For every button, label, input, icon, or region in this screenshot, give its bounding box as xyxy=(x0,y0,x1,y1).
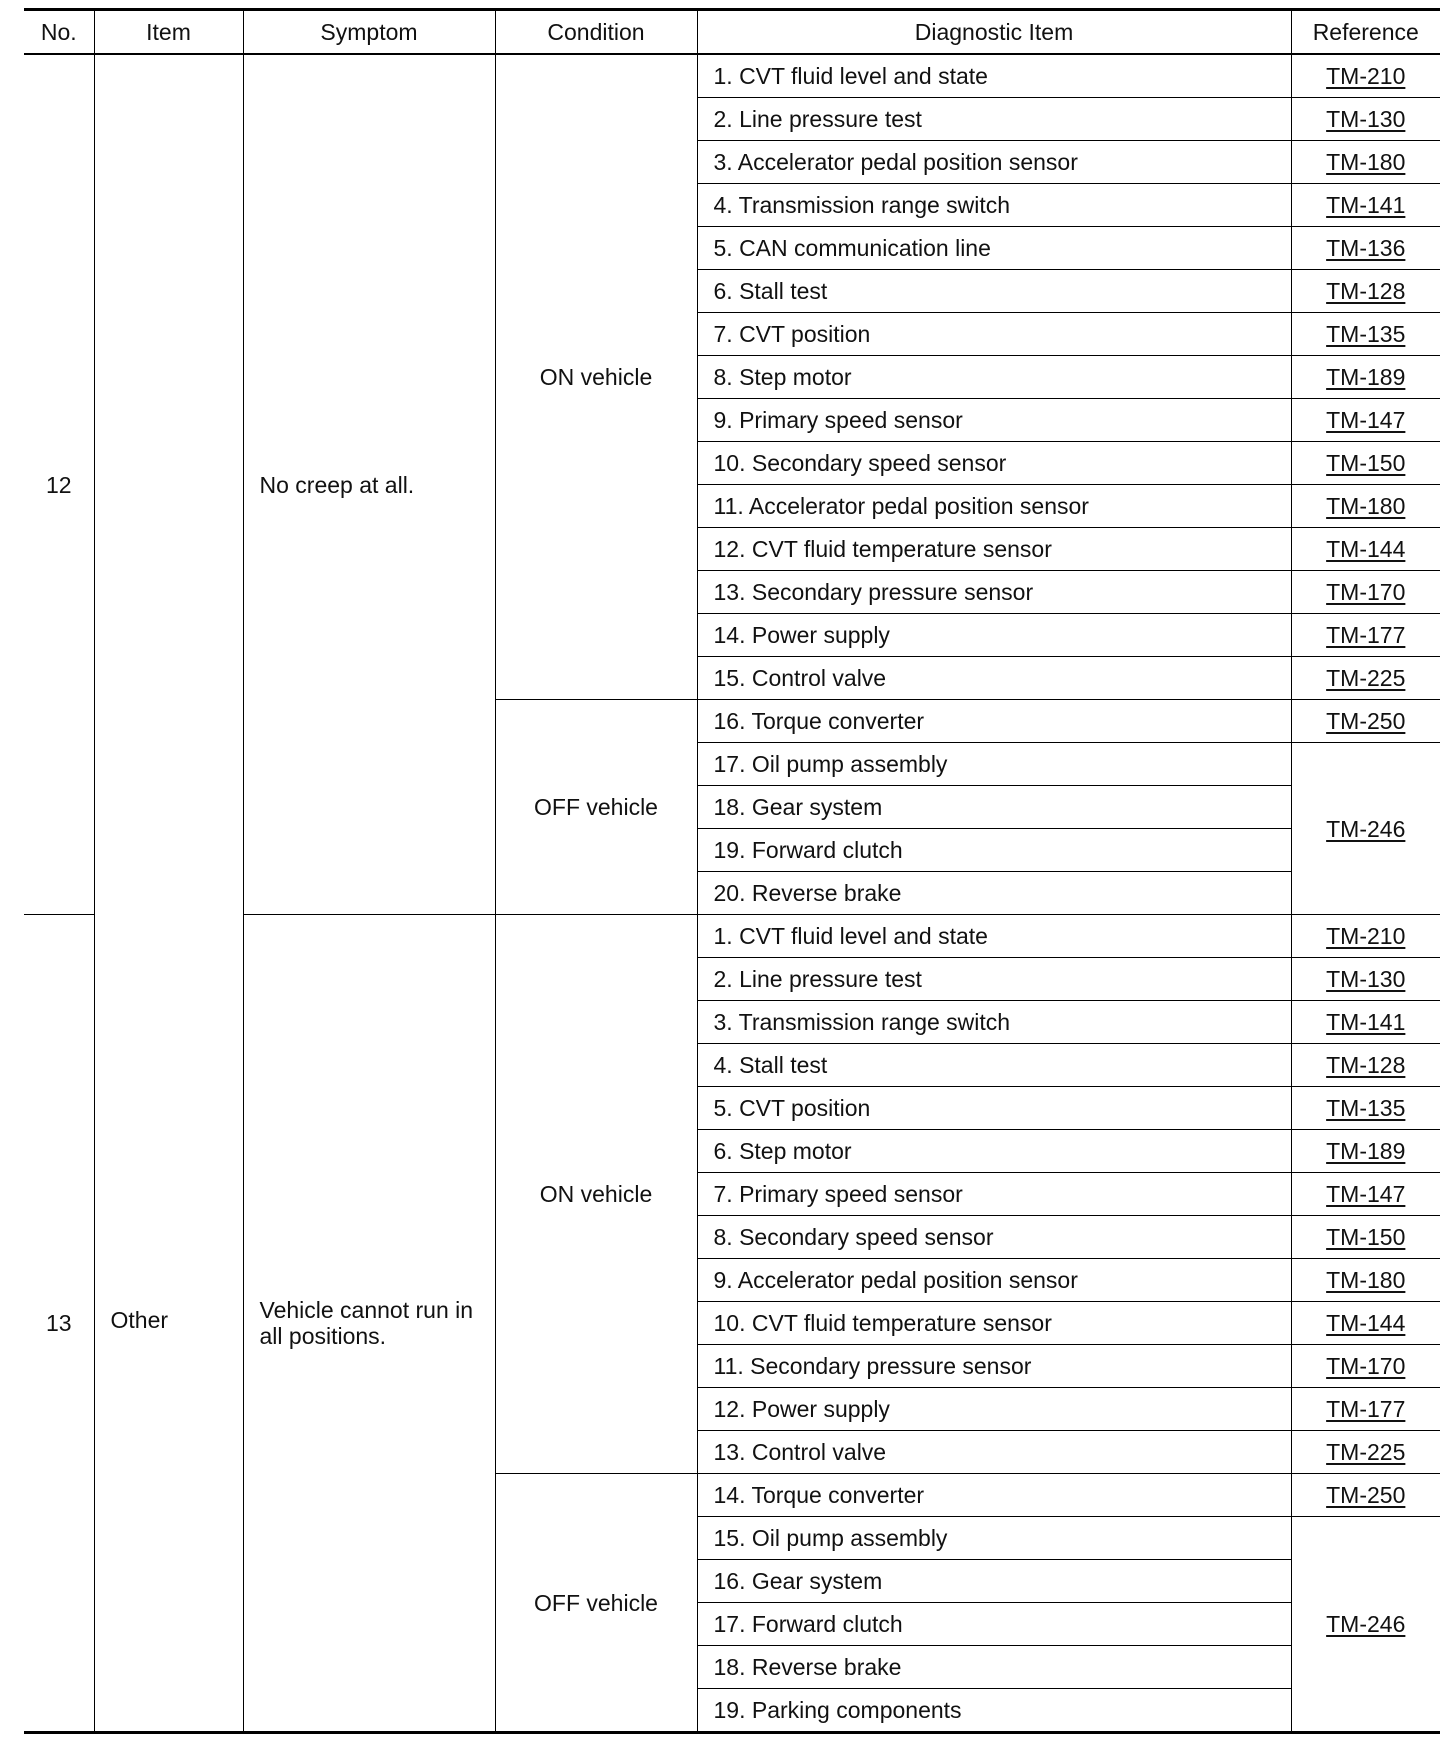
diagnostic-item: 9. Accelerator pedal position sensor xyxy=(697,1259,1291,1302)
reference-cell xyxy=(1291,227,1440,270)
diagnostic-item: 10. CVT fluid temperature sensor xyxy=(697,1302,1291,1345)
diagnostic-item: 19. Forward clutch xyxy=(697,829,1291,872)
reference-link[interactable]: TM-177 xyxy=(1326,622,1406,648)
diagnostic-item: 2. Line pressure test xyxy=(697,98,1291,141)
diagnostic-item: 12. CVT fluid temperature sensor xyxy=(697,528,1291,571)
header-diagnostic-item: Diagnostic Item xyxy=(697,10,1291,55)
diagnostic-item: 11. Accelerator pedal position sensor xyxy=(697,485,1291,528)
reference-cell xyxy=(1291,743,1440,915)
reference-cell xyxy=(1291,528,1440,571)
reference-link[interactable]: TM-246 xyxy=(1326,815,1406,842)
reference-link[interactable]: TM-177 xyxy=(1326,1396,1406,1422)
reference-link[interactable]: TM-180 xyxy=(1326,149,1406,175)
reference-cell xyxy=(1291,141,1440,184)
reference-cell xyxy=(1291,270,1440,313)
reference-cell xyxy=(1291,1259,1440,1302)
reference-link[interactable]: TM-180 xyxy=(1326,1267,1406,1293)
reference-link[interactable]: TM-170 xyxy=(1326,579,1406,605)
reference-cell xyxy=(1291,54,1440,98)
reference-cell xyxy=(1291,485,1440,528)
diagnostic-item: 4. Stall test xyxy=(697,1044,1291,1087)
diagnostic-item: 18. Gear system xyxy=(697,786,1291,829)
reference-link[interactable]: TM-150 xyxy=(1326,450,1406,476)
diagnostic-item: 13. Control valve xyxy=(697,1431,1291,1474)
symptom-cell: No creep at all. xyxy=(243,54,495,915)
reference-link[interactable]: TM-180 xyxy=(1326,493,1406,519)
reference-cell xyxy=(1291,184,1440,227)
reference-cell xyxy=(1291,1130,1440,1173)
reference-cell xyxy=(1291,1173,1440,1216)
reference-link[interactable]: TM-130 xyxy=(1326,966,1406,992)
diagnostic-item: 10. Secondary speed sensor xyxy=(697,442,1291,485)
diagnostic-item: 15. Oil pump assembly xyxy=(697,1517,1291,1560)
reference-cell xyxy=(1291,1474,1440,1517)
diagnostic-item: 12. Power supply xyxy=(697,1388,1291,1431)
reference-link[interactable]: TM-246 xyxy=(1326,1611,1406,1637)
diagnostic-item: 5. CAN communication line xyxy=(697,227,1291,270)
diagnostic-item: 16. Torque converter xyxy=(697,700,1291,743)
diagnostic-item: 3. Transmission range switch xyxy=(697,1001,1291,1044)
reference-link[interactable]: TM-225 xyxy=(1326,1439,1406,1465)
row-number: 12 xyxy=(24,54,94,915)
reference-cell xyxy=(1291,399,1440,442)
diagnostic-item: 17. Oil pump assembly xyxy=(697,743,1291,786)
diagnostic-item: 6. Stall test xyxy=(697,270,1291,313)
reference-link[interactable]: TM-141 xyxy=(1326,192,1406,218)
reference-link[interactable]: TM-144 xyxy=(1326,536,1406,562)
header-condition: Condition xyxy=(495,10,697,55)
diagnostic-item: 13. Secondary pressure sensor xyxy=(697,571,1291,614)
diagnostic-item: 1. CVT fluid level and state xyxy=(697,54,1291,98)
reference-cell xyxy=(1291,1087,1440,1130)
diagnostic-item: 3. Accelerator pedal position sensor xyxy=(697,141,1291,184)
diagnostic-item: 2. Line pressure test xyxy=(697,958,1291,1001)
diagnostic-item: 14. Torque converter xyxy=(697,1474,1291,1517)
reference-link[interactable]: TM-135 xyxy=(1326,1095,1406,1121)
condition-on-vehicle: ON vehicle xyxy=(495,54,697,700)
diagnostic-item: 11. Secondary pressure sensor xyxy=(697,1345,1291,1388)
header-no: No. xyxy=(24,10,94,55)
reference-cell xyxy=(1291,657,1440,700)
reference-link[interactable]: TM-170 xyxy=(1326,1353,1406,1379)
diagnostic-item: 7. Primary speed sensor xyxy=(697,1173,1291,1216)
diagnostic-item: 5. CVT position xyxy=(697,1087,1291,1130)
header-row xyxy=(24,10,1440,55)
reference-cell xyxy=(1291,1431,1440,1474)
reference-cell xyxy=(1291,1517,1440,1733)
reference-link[interactable]: TM-210 xyxy=(1326,63,1406,89)
reference-cell xyxy=(1291,700,1440,743)
reference-link[interactable]: TM-150 xyxy=(1326,1224,1406,1250)
diagnostic-item: 18. Reverse brake xyxy=(697,1646,1291,1689)
reference-cell xyxy=(1291,958,1440,1001)
diagnostic-item: 8. Secondary speed sensor xyxy=(697,1216,1291,1259)
reference-link[interactable]: TM-147 xyxy=(1326,1181,1406,1207)
diagnostic-item: 16. Gear system xyxy=(697,1560,1291,1603)
diagnostic-item: 6. Step motor xyxy=(697,1130,1291,1173)
reference-link[interactable]: TM-250 xyxy=(1326,708,1406,734)
reference-link[interactable]: TM-225 xyxy=(1326,665,1406,691)
reference-link[interactable]: TM-130 xyxy=(1326,106,1406,132)
symptom-cell: Vehicle cannot run in all positions. xyxy=(243,915,495,1733)
reference-link[interactable]: TM-189 xyxy=(1326,1138,1406,1164)
item-label: Other xyxy=(110,1307,169,1333)
reference-cell xyxy=(1291,1001,1440,1044)
reference-cell xyxy=(1291,614,1440,657)
reference-link[interactable]: TM-128 xyxy=(1326,1052,1406,1078)
header-reference: Reference xyxy=(1291,10,1440,55)
reference-link[interactable]: TM-147 xyxy=(1326,407,1406,433)
reference-link[interactable]: TM-144 xyxy=(1326,1310,1406,1336)
reference-link[interactable]: TM-141 xyxy=(1326,1009,1406,1035)
reference-link[interactable]: TM-210 xyxy=(1326,923,1406,949)
header-symptom: Symptom xyxy=(243,10,495,55)
reference-link[interactable]: TM-135 xyxy=(1326,321,1406,347)
diagnostic-item: 19. Parking components xyxy=(697,1689,1291,1733)
reference-cell xyxy=(1291,1216,1440,1259)
diagnostic-item: 4. Transmission range switch xyxy=(697,184,1291,227)
reference-link[interactable]: TM-189 xyxy=(1326,364,1406,390)
diagnostic-item: 1. CVT fluid level and state xyxy=(697,915,1291,958)
table-row xyxy=(24,54,1440,98)
reference-link[interactable]: TM-250 xyxy=(1326,1482,1406,1508)
condition-off-vehicle: OFF vehicle xyxy=(495,700,697,915)
reference-link[interactable]: TM-136 xyxy=(1326,235,1406,261)
reference-cell xyxy=(1291,98,1440,141)
item-cell xyxy=(94,54,243,1733)
reference-cell xyxy=(1291,313,1440,356)
diagnostic-item: 14. Power supply xyxy=(697,614,1291,657)
condition-on-vehicle: ON vehicle xyxy=(495,915,697,1474)
diagnostic-item: 8. Step motor xyxy=(697,356,1291,399)
diagnostic-item: 7. CVT position xyxy=(697,313,1291,356)
reference-cell xyxy=(1291,1345,1440,1388)
reference-cell xyxy=(1291,356,1440,399)
reference-cell xyxy=(1291,1302,1440,1345)
reference-cell xyxy=(1291,1388,1440,1431)
reference-cell xyxy=(1291,571,1440,614)
reference-cell xyxy=(1291,915,1440,958)
diagnostic-table xyxy=(24,8,1440,1734)
diagnostic-item: 17. Forward clutch xyxy=(697,1603,1291,1646)
diagnostic-item: 9. Primary speed sensor xyxy=(697,399,1291,442)
header-item: Item xyxy=(94,10,243,55)
diagnostic-item: 20. Reverse brake xyxy=(697,872,1291,915)
row-number: 13 xyxy=(24,915,94,1733)
diagnostic-item: 15. Control valve xyxy=(697,657,1291,700)
reference-link[interactable]: TM-128 xyxy=(1326,278,1406,304)
reference-cell xyxy=(1291,442,1440,485)
reference-cell xyxy=(1291,1044,1440,1087)
condition-off-vehicle: OFF vehicle xyxy=(495,1474,697,1733)
